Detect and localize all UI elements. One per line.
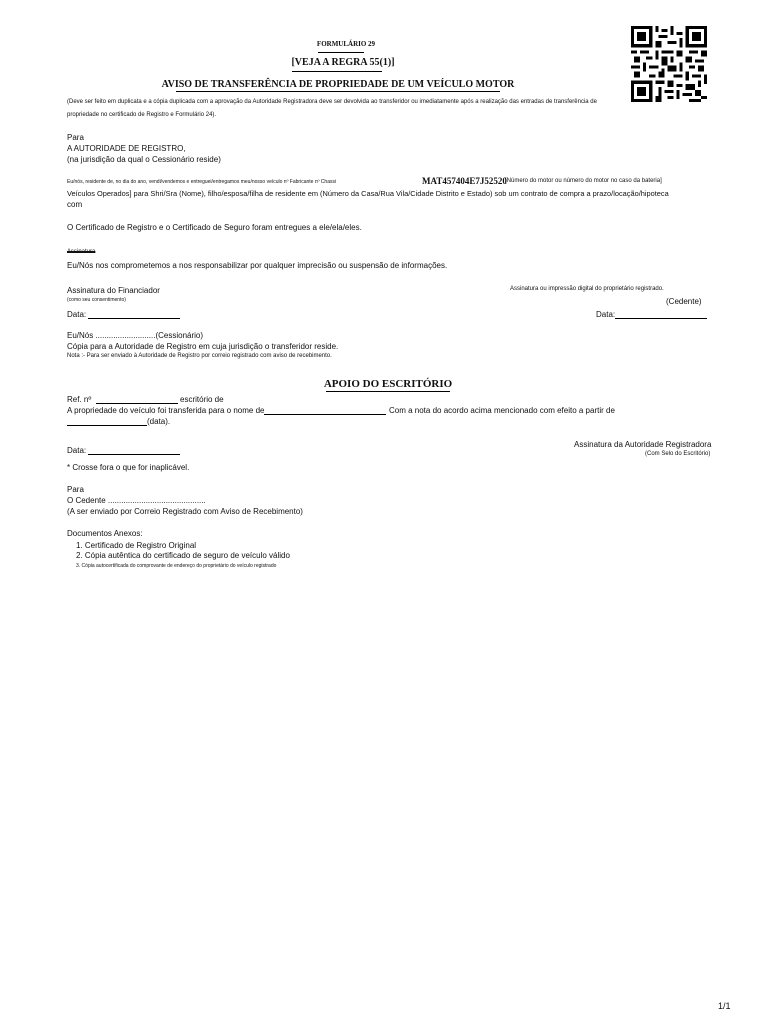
rule-reference-rule <box>292 71 382 72</box>
authority-name: A AUTORIDADE DE REGISTRO, <box>67 144 186 153</box>
authority-signature-label: Assinatura da Autoridade Registradora <box>574 440 712 449</box>
title-underline <box>176 91 500 92</box>
ref-field[interactable] <box>96 403 178 404</box>
document-title: AVISO DE TRANSFERÊNCIA DE PROPRIEDADE DE UM VEÍCULO MOTOR <box>161 79 515 90</box>
rule-reference: [VEJA A REGRA 55(1)] <box>291 57 395 68</box>
declaration-line-1a: Eu/nós, residente de, no dia do ano, vendi/vendemos e entreguei/entregamos meu/nosso veículo nº Fabricante nº Chassi <box>67 179 337 185</box>
transfer-date-field[interactable] <box>67 425 147 426</box>
cessionary-line: Eu/Nós ...........................(Cessionário) <box>67 331 204 340</box>
transfer-name-field[interactable] <box>264 414 386 415</box>
transfer-text-a: A propriedade do veículo foi transferida para o nome de <box>67 406 265 415</box>
cedente-para-label: Para <box>67 485 84 494</box>
form-number: FORMULÁRIO 29 <box>316 40 376 48</box>
attachment-item: 3. Cópia autocertificada do comprovante de endereço do proprietário do veículo registrado <box>76 563 277 569</box>
intro-line-2: propriedade no certificado de Registro e Formulário 24). <box>67 112 217 118</box>
owner-signature-label: Assinatura ou impressão digital do proprietário registrado. <box>510 286 664 292</box>
date-left-field[interactable] <box>88 318 180 319</box>
certificates-statement: O Certificado de Registro e o Certificado de Seguro foram entregues a ele/ela/eles. <box>67 223 362 232</box>
struck-signature: Assinatura <box>67 249 96 255</box>
responsibility-statement: Eu/Nós nos comprometemos a nos responsabilizar por qualquer imprecisão ou suspensão de informações. <box>67 261 448 270</box>
office-seal-label: (Com Selo do Escritório) <box>645 451 711 457</box>
ref-label: Ref. nº <box>67 395 92 404</box>
authority-jurisdiction: (na jurisdição da qual o Cessionário reside) <box>67 155 221 164</box>
registered-mail-note: (A ser enviado por Correio Registrado com Aviso de Recebimento) <box>67 507 303 516</box>
financier-consent-note: (como seu consentimento) <box>67 297 126 303</box>
declaration-line-3: com <box>67 200 83 209</box>
cedente-line: O Cedente ............................................ <box>67 496 206 505</box>
cedente-label: (Cedente) <box>666 297 702 306</box>
cross-out-note: * Crosse fora o que for inaplicável. <box>67 463 190 472</box>
cessionary-note: Nota :- Para ser enviado à Autoridade de Registro por correio registrado com aviso de recebimento. <box>67 353 332 359</box>
cessionary-copy: Cópia para a Autoridade de Registro em cuja jurisdição o transferidor reside. <box>67 342 339 351</box>
intro-line-1: (Deve ser feito em duplicata e a cópia duplicada com a aprovação da Autoridade Registradora deve ser devolvida ao transferidor ou imediatamente após a realização das entradas de transferência de <box>67 99 597 105</box>
attachments-title: Documentos Anexos: <box>67 529 143 538</box>
date-right-field[interactable] <box>615 318 707 319</box>
date-right-label: Data: <box>596 310 616 319</box>
transfer-date-suffix: (data). <box>147 417 171 426</box>
para-label: Para <box>67 133 84 142</box>
chassis-number: MAT457404E7J52520 <box>422 176 507 186</box>
office-title-underline <box>326 391 450 392</box>
office-date-field[interactable] <box>88 454 180 455</box>
date-left-label: Data: <box>67 310 87 319</box>
office-of-label: escritório de <box>180 395 224 404</box>
transfer-text-b: Com a nota do acordo acima mencionado com efeito a partir de <box>389 406 615 415</box>
declaration-line-2: Veículos Operados] para Shri/Sra (Nome), filho/esposa/filha de residente em (Número da Casa/Rua Vila/Cidade Distrito e Estado) sob um contrato de compra a prazo/locação/hipoteca <box>67 189 669 198</box>
office-title: APOIO DO ESCRITÓRIO <box>323 378 453 390</box>
financier-signature-label: Assinatura do Financiador <box>67 286 160 295</box>
declaration-line-1b: [Número do motor ou número do motor no caso da bateria] <box>505 178 662 184</box>
office-date-label: Data: <box>67 446 87 455</box>
attachment-item: 1. Certificado de Registro Original <box>76 541 197 550</box>
attachment-item: 2. Cópia autêntica do certificado de seguro de veículo válido <box>76 551 290 560</box>
page-indicator: 1/1 <box>718 1001 731 1011</box>
form-number-rule <box>318 52 364 53</box>
